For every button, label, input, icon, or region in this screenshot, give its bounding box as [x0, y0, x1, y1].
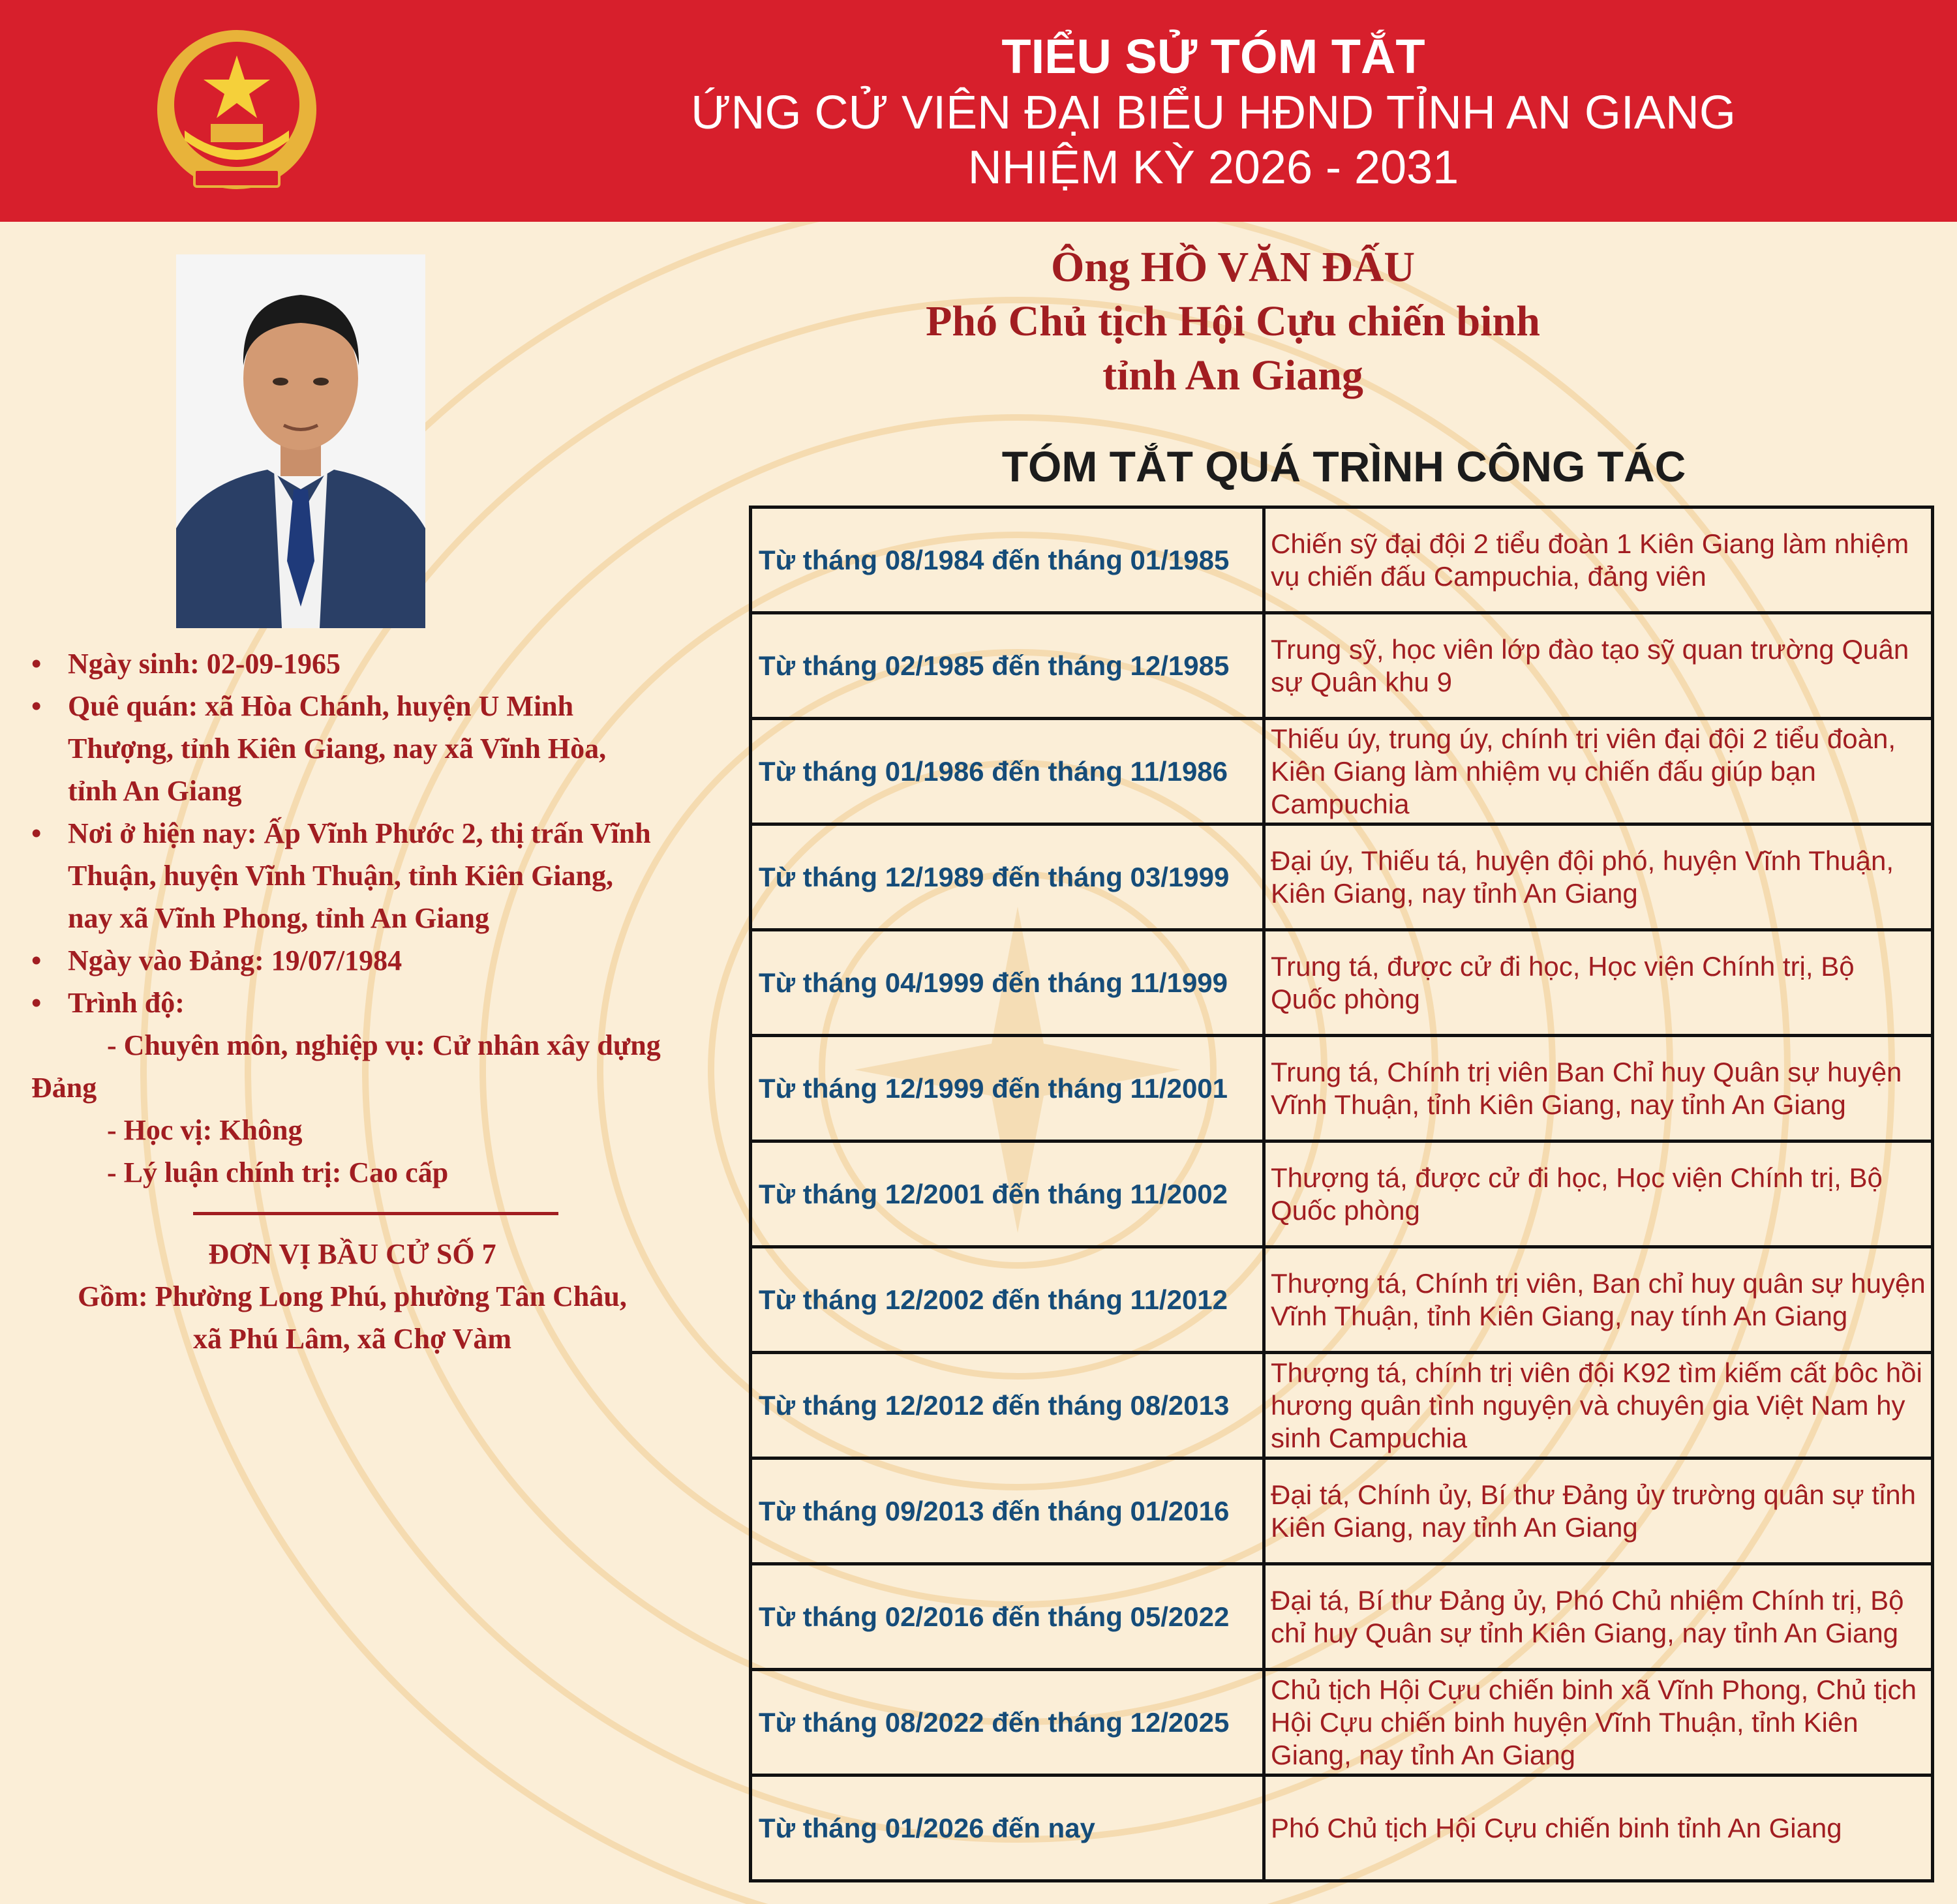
period-cell: Từ tháng 12/1999 đến tháng 11/2001	[752, 1037, 1266, 1140]
electoral-unit	[39, 1233, 665, 1360]
education-label-text: Trình độ:	[68, 987, 185, 1019]
description-cell: Đại tá, Bí thư Đảng ủy, Phó Chủ nhiệm Chính trị, Bộ chỉ huy Quân sự tỉnh Kiên Giang, nay tỉnh An Giang	[1271, 1584, 1904, 1648]
education-label	[31, 982, 723, 1024]
table-row	[752, 1140, 1931, 1245]
period-cell: Từ tháng 08/2022 đến tháng 12/2025	[752, 1671, 1266, 1774]
table-row	[752, 1034, 1931, 1140]
birth-date-text: Ngày sinh: 02-09-1965	[68, 648, 341, 680]
career-section-title: TÓM TẮT QUÁ TRÌNH CÔNG TÁC	[1001, 442, 1686, 491]
electoral-unit-communes: xã Phú Lâm, xã Chợ Vàm	[192, 1323, 512, 1355]
hometown	[31, 685, 723, 812]
description-cell: Trung sỹ, học viên lớp đào tạo sỹ quan trường Quân sự Quân khu 9	[1271, 633, 1909, 697]
table-row	[752, 1668, 1931, 1774]
period-cell: Từ tháng 02/2016 đến tháng 05/2022	[752, 1565, 1266, 1668]
description-cell: Thiếu úy, trung úy, chính trị viên đại đội 2 tiểu đoàn, Kiên Giang làm nhiệm vụ chiến đấu giúp bạn Campuchia	[1271, 723, 1896, 819]
period-cell: Từ tháng 12/2002 đến tháng 11/2012	[752, 1248, 1266, 1351]
political-theory: - Lý luận chính trị: Cao cấp	[107, 1156, 449, 1188]
electoral-unit-wards: Gồm: Phường Long Phú, phường Tân Châu,	[78, 1280, 627, 1312]
party-join-date	[31, 939, 723, 982]
specialty: - Chuyên môn, nghiệp vụ: Cử nhân xây dựng	[107, 1029, 661, 1061]
residence-line: nay xã Vĩnh Phong, tỉnh An Giang	[68, 902, 489, 934]
career-table	[749, 506, 1934, 1882]
period-cell: Từ tháng 02/1985 đến tháng 12/1985	[752, 614, 1266, 717]
table-row	[752, 509, 1931, 611]
period-cell: Từ tháng 12/1989 đến tháng 03/1999	[752, 826, 1266, 928]
hometown-line: Thượng, tỉnh Kiên Giang, nay xã Vĩnh Hòa,	[68, 733, 607, 764]
description-cell: Chủ tịch Hội Cựu chiến binh xã Vĩnh Phong, Chủ tịch Hội Cựu chiến binh huyện Vĩnh Thuận, tỉnh Kiên Giang, nay tỉnh An Giang	[1271, 1674, 1917, 1770]
period-cell: Từ tháng 12/2012 đến tháng 08/2013	[752, 1354, 1266, 1457]
party-join-text: Ngày vào Đảng: 19/07/1984	[68, 944, 402, 976]
table-row	[752, 611, 1931, 717]
table-row	[752, 928, 1931, 1034]
residence-line: Thuận, huyện Vĩnh Thuận, tỉnh Kiên Giang,	[68, 860, 613, 892]
table-row	[752, 1457, 1931, 1562]
table-row	[752, 1245, 1931, 1351]
description-cell: Trung tá, được cử đi học, Học viện Chính trị, Bộ Quốc phòng	[1271, 950, 1855, 1014]
period-cell: Từ tháng 04/1999 đến tháng 11/1999	[752, 931, 1266, 1034]
specialty-continued: Đảng	[31, 1072, 97, 1104]
description-cell: Đại úy, Thiếu tá, huyện đội phó, huyện Vĩnh Thuận, Kiên Giang, nay tỉnh An Giang	[1271, 845, 1894, 909]
header-term: NHIỆM KỲ 2026 - 2031	[967, 142, 1459, 194]
header-title: TIỂU SỬ TÓM TẮT	[1001, 29, 1425, 83]
period-cell: Từ tháng 12/2001 đến tháng 11/2002	[752, 1143, 1266, 1245]
candidate-photo	[176, 254, 425, 628]
description-cell: Thượng tá, chính trị viên đội K92 tìm kiếm cất bôc hồi hương quân tình nguyện và chuyên gia Việt Nam hy sinh Campuchia	[1271, 1357, 1922, 1453]
residence	[31, 812, 723, 939]
description-cell: Phó Chủ tịch Hội Cựu chiến binh tỉnh An Giang	[1271, 1812, 1842, 1843]
birth-date	[31, 642, 723, 685]
table-row	[752, 1774, 1931, 1879]
candidate-position-province: tỉnh An Giang	[1102, 352, 1363, 399]
table-row	[752, 823, 1931, 928]
period-cell: Từ tháng 08/1984 đến tháng 01/1985	[752, 509, 1266, 611]
period-cell: Từ tháng 01/1986 đến tháng 11/1986	[752, 720, 1266, 823]
candidate-position: Phó Chủ tịch Hội Cựu chiến binh	[926, 297, 1540, 345]
hometown-line: tỉnh An Giang	[68, 775, 242, 807]
description-cell: Thượng tá, Chính trị viên, Ban chỉ huy quân sự huyện Vĩnh Thuận, tỉnh Kiên Giang, nay tính An Giang	[1271, 1267, 1926, 1331]
period-cell: Từ tháng 01/2026 đến nay	[752, 1777, 1266, 1879]
header-subtitle: ỨNG CỬ VIÊN ĐẠI BIỂU HĐND TỈNH AN GIANG	[691, 87, 1736, 139]
national-emblem-icon	[149, 26, 325, 197]
table-row	[752, 1351, 1931, 1457]
description-cell: Thượng tá, được cử đi học, Học viện Chính trị, Bộ Quốc phòng	[1271, 1162, 1883, 1226]
divider-line	[193, 1212, 558, 1215]
description-cell: Chiến sỹ đại đội 2 tiểu đoàn 1 Kiên Giang làm nhiệm vụ chiến đấu Campuchia, đảng viên	[1271, 528, 1909, 592]
header-banner	[0, 0, 1957, 222]
residence-line: • Nơi ở hiện nay: Ấp Vĩnh Phước 2, thị trấn Vĩnh	[68, 817, 651, 849]
description-cell: Trung tá, Chính trị viên Ban Chỉ huy Quân sự huyện Vĩnh Thuận, tỉnh Kiên Giang, nay tỉnh An Giang	[1271, 1056, 1902, 1120]
table-row	[752, 717, 1931, 823]
candidate-name: Ông HỒ VĂN ĐẤU	[1050, 243, 1415, 291]
period-cell: Từ tháng 09/2013 đến tháng 01/2016	[752, 1460, 1266, 1562]
table-row	[752, 1562, 1931, 1668]
description-cell: Đại tá, Chính ủy, Bí thư Đảng ủy trường quân sự tỉnh Kiên Giang, nay tỉnh An Giang	[1271, 1479, 1916, 1543]
hometown-line: • Quê quán: xã Hòa Chánh, huyện U Minh	[68, 690, 574, 722]
electoral-unit-title: ĐƠN VỊ BẦU CỬ SỐ 7	[208, 1238, 496, 1270]
academic-degree: - Học vị: Không	[107, 1114, 303, 1146]
personal-info-list	[31, 642, 723, 1194]
